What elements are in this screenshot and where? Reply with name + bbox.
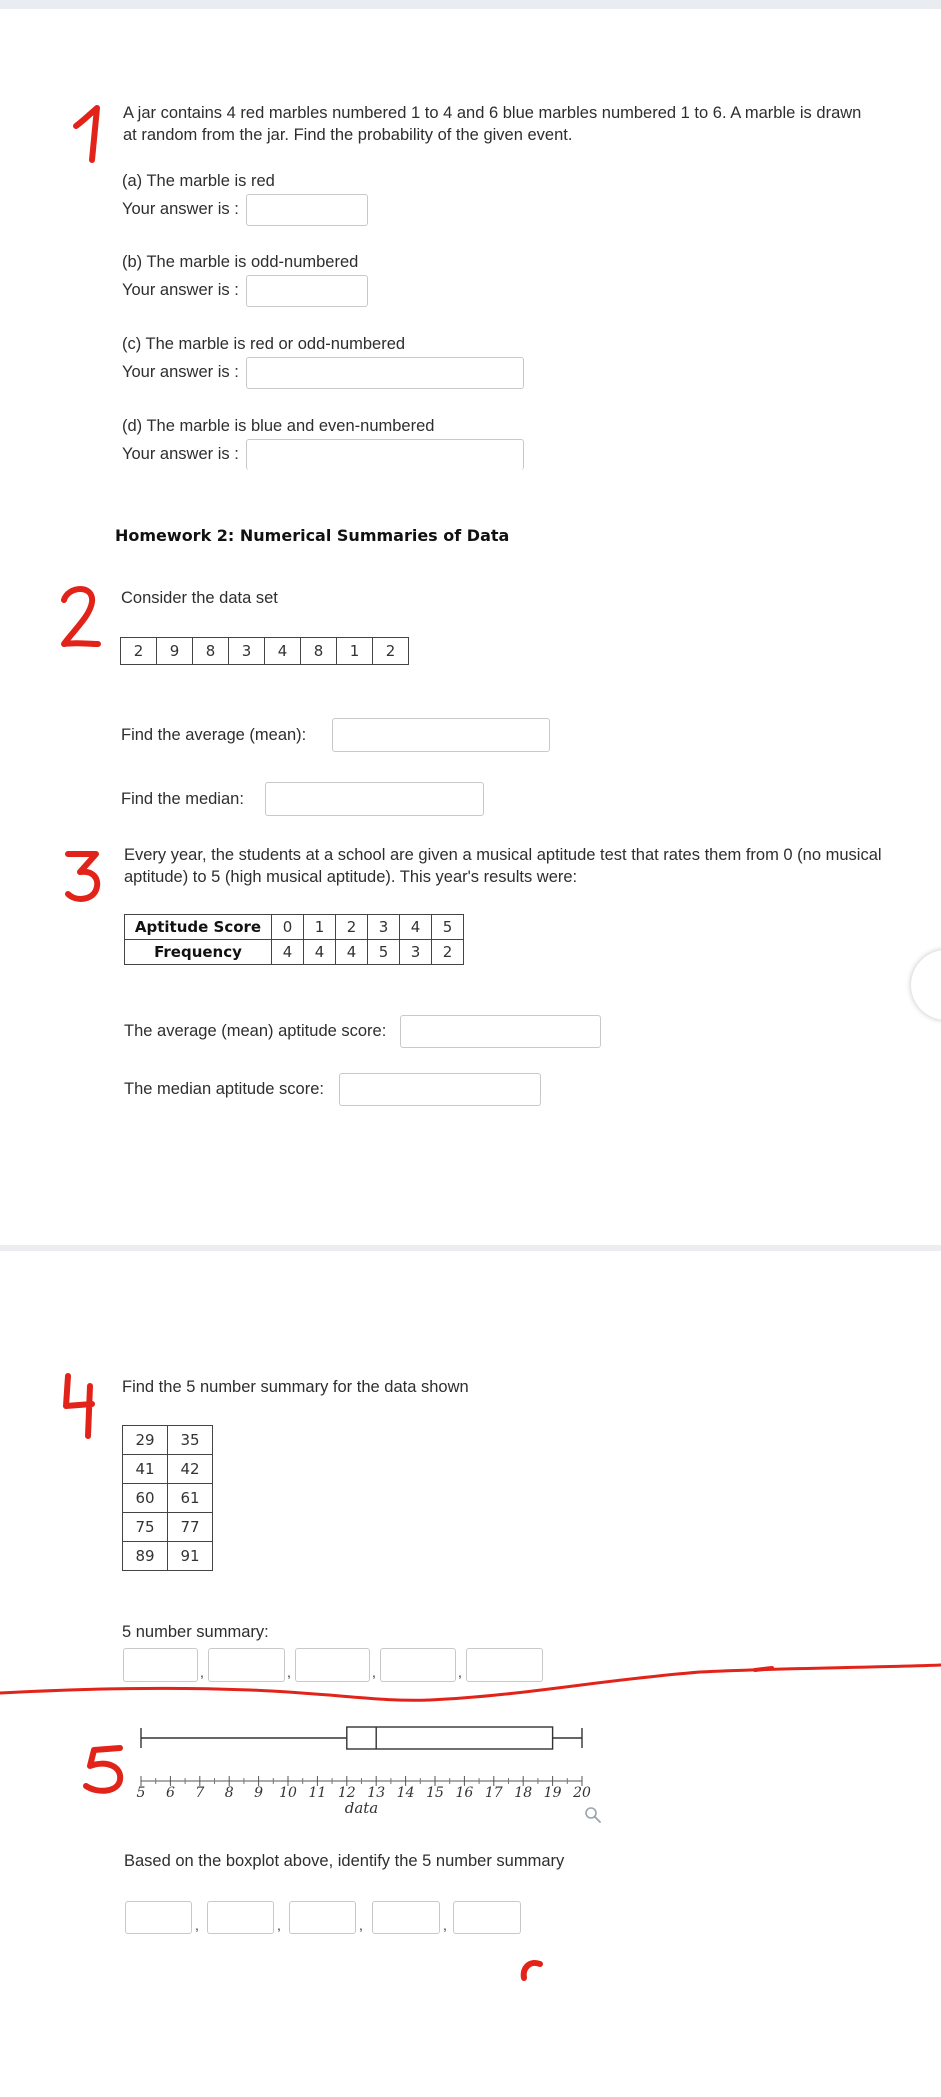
q3-score-cell: 5 (432, 915, 464, 940)
q3-frequency-cell: 2 (432, 940, 464, 965)
q3-frequency-table (124, 914, 464, 965)
q3-mean-label: The average (mean) aptitude score: (124, 1022, 387, 1040)
q4-data-cell: 75 (123, 1513, 168, 1542)
q5-summary-input-2[interactable] (207, 1901, 274, 1934)
q4-data-cell: 35 (168, 1426, 213, 1455)
q1-part-c-label: (c) The marble is red or odd-numbered (122, 335, 406, 353)
q3-score-cell: 4 (400, 915, 432, 940)
q4-data-cell: 42 (168, 1455, 213, 1484)
q1-prompt: A jar contains 4 red marbles numbered 1 to 4 and 6 blue marbles numbered 1 to 6. A marble is drawn at random from the jar. Find the probability of the given event. (123, 104, 862, 144)
annotation-pen-mark (518, 1956, 548, 1982)
q2-data-cell: 2 (373, 638, 409, 665)
annotation-number-1 (70, 104, 110, 164)
comma-separator: , (443, 1917, 447, 1933)
comma-separator: , (458, 1664, 462, 1680)
q4-data-cell: 41 (123, 1455, 168, 1484)
q1-part-d-answer-input[interactable] (246, 439, 524, 470)
boxplot-box (347, 1727, 553, 1749)
q3-frequency-cell: 4 (304, 940, 336, 965)
q1-part-a-answer-label: Your answer is : (122, 200, 239, 218)
comma-separator: , (359, 1917, 363, 1933)
q2-data-cell: 8 (193, 638, 229, 665)
q3-frequency-cell: 3 (400, 940, 432, 965)
x-axis-tick-label: 5 (136, 1785, 146, 1801)
x-axis-tick-label: 12 (337, 1785, 356, 1801)
x-axis-tick-label: 7 (195, 1785, 205, 1801)
x-axis-tick-label: 10 (279, 1785, 297, 1801)
homework-title: Homework 2: Numerical Summaries of Data (115, 526, 510, 545)
annotation-number-4 (60, 1372, 100, 1440)
q1-part-d-answer-label: Your answer is : (122, 445, 239, 463)
x-axis-tick-label: 19 (543, 1785, 562, 1801)
annotation-number-2 (58, 584, 104, 654)
q2-mean-label: Find the average (mean): (121, 726, 307, 744)
q2-data-table (120, 637, 409, 665)
x-axis-tick-label: 18 (514, 1785, 533, 1801)
q3-score-cell: 2 (336, 915, 368, 940)
q2-median-input[interactable] (265, 782, 484, 816)
q3-frequency-cell: 5 (368, 940, 400, 965)
annotation-number-3 (62, 848, 106, 904)
q5-summary-input-3[interactable] (289, 1901, 356, 1934)
q4-prompt: Find the 5 number summary for the data shown (122, 1378, 469, 1396)
q4-data-cell: 61 (168, 1484, 213, 1513)
x-axis-tick-label: 6 (165, 1785, 175, 1801)
axis-label: data (344, 1799, 379, 1817)
q1-part-c-answer-label: Your answer is : (122, 363, 239, 381)
q4-data-cell: 60 (123, 1484, 168, 1513)
annotation-separator-line (0, 1650, 941, 1710)
q4-data-cell: 89 (123, 1542, 168, 1571)
q3-frequency-cell: 4 (336, 940, 368, 965)
q2-mean-input[interactable] (332, 718, 550, 752)
comma-separator: , (277, 1917, 281, 1933)
q1-part-a-answer-input[interactable] (246, 194, 368, 226)
zoom-icon[interactable] (584, 1806, 602, 1824)
q3-score-cell: 0 (272, 915, 304, 940)
q5-prompt: Based on the boxplot above, identify the 5 number summary (124, 1852, 565, 1870)
q3-row-header-score: Aptitude Score (125, 915, 272, 940)
q3-median-label: The median aptitude score: (124, 1080, 324, 1098)
top-bar (0, 0, 941, 9)
q3-score-cell: 3 (368, 915, 400, 940)
comma-separator: , (287, 1664, 291, 1680)
q4-summary-label: 5 number summary: (122, 1623, 269, 1641)
q1-part-a-label: (a) The marble is red (122, 172, 275, 190)
q1-part-b-answer-input[interactable] (246, 275, 368, 307)
q2-data-cell: 8 (301, 638, 337, 665)
q2-prompt: Consider the data set (121, 589, 278, 607)
q5-summary-input-5[interactable] (453, 1901, 521, 1934)
x-axis-tick-label: 17 (484, 1785, 503, 1801)
q3-prompt: Every year, the students at a school are given a musical aptitude test that rates them from 0 (no musical aptitude) to 5 (high musical aptitude). This year's results were: (124, 846, 882, 886)
scroll-handle[interactable] (911, 950, 941, 1020)
x-axis-tick-label: 13 (367, 1785, 386, 1801)
q2-data-cell: 3 (229, 638, 265, 665)
q5-summary-input-4[interactable] (372, 1901, 440, 1934)
q3-row-header-frequency: Frequency (125, 940, 272, 965)
x-axis-tick-label: 16 (455, 1785, 474, 1801)
q4-data-table (122, 1425, 213, 1571)
q5-boxplot-chart (120, 1710, 620, 1820)
comma-separator: , (200, 1664, 204, 1680)
q2-data-cell: 4 (265, 638, 301, 665)
q4-data-cell: 29 (123, 1426, 168, 1455)
section-divider (0, 1245, 941, 1251)
comma-separator: , (372, 1664, 376, 1680)
q1-part-b-answer-label: Your answer is : (122, 281, 239, 299)
q4-data-cell: 77 (168, 1513, 213, 1542)
q3-median-input[interactable] (339, 1073, 541, 1106)
q2-data-cell: 9 (157, 638, 193, 665)
q4-data-cell: 91 (168, 1542, 213, 1571)
x-axis-tick-label: 14 (396, 1785, 415, 1801)
q5-summary-input-1[interactable] (125, 1901, 192, 1934)
comma-separator: , (195, 1917, 199, 1933)
q1-part-b-label: (b) The marble is odd-numbered (122, 253, 359, 271)
x-axis-tick-label: 8 (224, 1785, 234, 1801)
x-axis-tick-label: 20 (573, 1785, 591, 1801)
x-axis-tick-label: 11 (308, 1785, 327, 1801)
q1-part-c-answer-input[interactable] (246, 357, 524, 389)
q1-part-d-label: (d) The marble is blue and even-numbered (122, 417, 435, 435)
q2-data-cell: 1 (337, 638, 373, 665)
x-axis-tick-label: 15 (426, 1785, 444, 1801)
q3-mean-input[interactable] (400, 1015, 601, 1048)
q2-data-cell: 2 (121, 638, 157, 665)
q3-score-cell: 1 (304, 915, 336, 940)
x-axis-tick-label: 9 (254, 1785, 264, 1801)
q3-frequency-cell: 4 (272, 940, 304, 965)
q2-median-label: Find the median: (121, 790, 244, 808)
